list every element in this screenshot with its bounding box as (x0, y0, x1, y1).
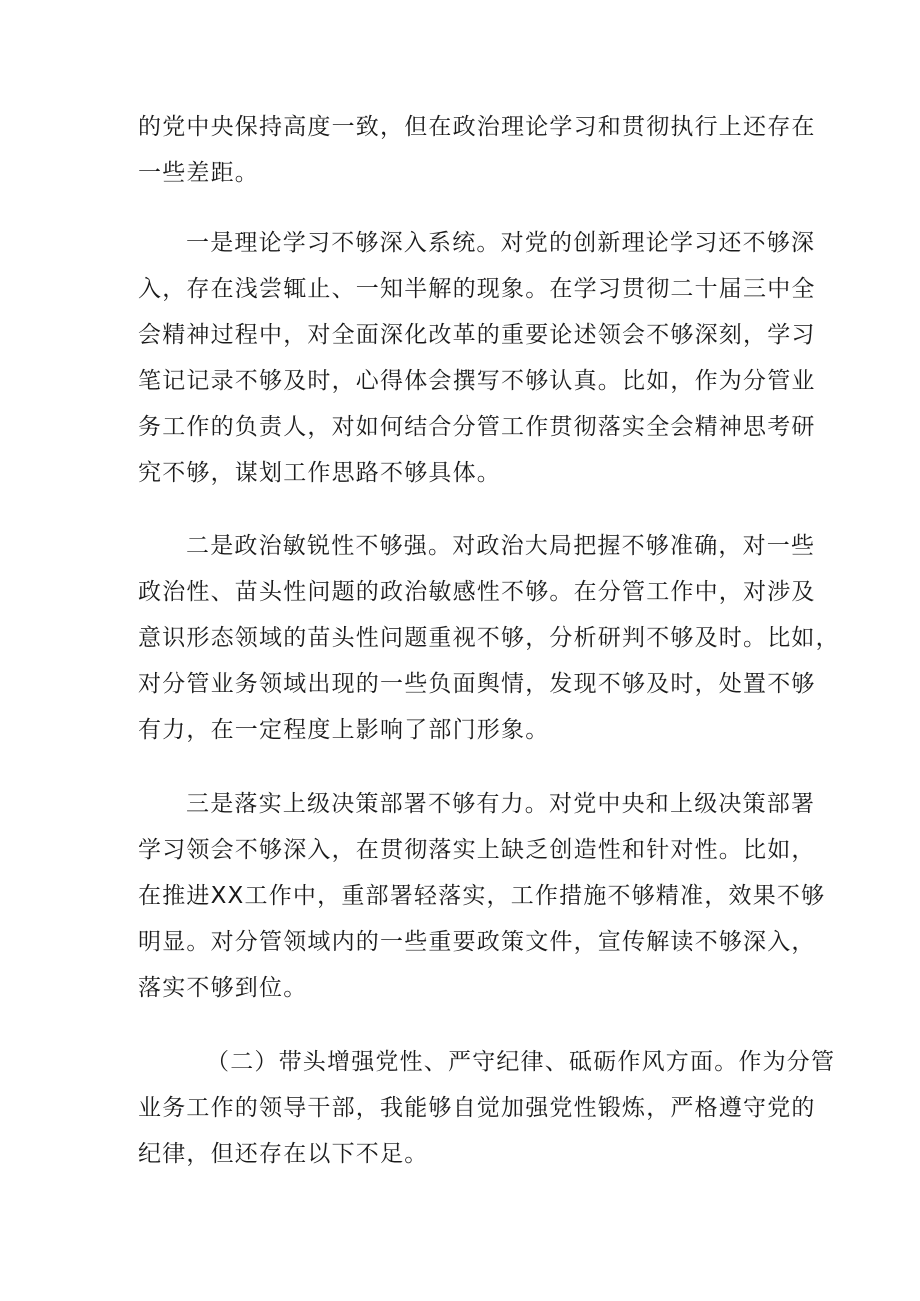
text-line: 三是落实上级决策部署不够有力。对党中央和上级决策部署 (186, 791, 816, 817)
text-line: 有力，在一定程度上影响了部门形象。 (138, 717, 550, 743)
text-line: 学习领会不够深入，在贯彻落实上缺乏创造性和针对性。比如， (138, 837, 816, 863)
paragraph-intro-continuation (138, 104, 816, 196)
paragraph-point-2 (138, 523, 840, 753)
text-line: 一是理论学习不够深入系统。对党的创新理论学习还不够深 (186, 230, 816, 256)
paragraph-section-2 (138, 1039, 836, 1177)
text-line: 政治性、苗头性问题的政治敏感性不够。在分管工作中，对涉及 (138, 579, 816, 605)
text-line: 纪律，但还存在以下不足。 (138, 1141, 429, 1167)
text-line: 二是政治敏锐性不够强。对政治大局把握不够准确，对一些 (186, 533, 816, 559)
text-line: 意识形态领域的苗头性问题重视不够，分析研判不够及时。比如， (138, 625, 840, 651)
text-line: （二）带头增强党性、严守纪律、砥砺作风方面。作为分管 (206, 1049, 836, 1075)
paragraph-point-3 (138, 781, 826, 1011)
text-line: 对分管业务领域出现的一些负面舆情，发现不够及时，处置不够 (138, 671, 816, 697)
text-line: 明显。对分管领域内的一些重要政策文件，宣传解读不够深入， (138, 929, 816, 955)
text-line: 的党中央保持高度一致，但在政治理论学习和贯彻执行上还存在 (138, 114, 816, 140)
text-line: 业务工作的领导干部，我能够自觉加强党性锻炼，严格遵守党的 (138, 1095, 816, 1121)
paragraph-point-1 (138, 220, 816, 496)
text-line: 务工作的负责人，对如何结合分管工作贯彻落实全会精神思考研 (138, 414, 816, 440)
text-line: 入，存在浅尝辄止、一知半解的现象。在学习贯彻二十届三中全 (138, 276, 816, 302)
text-line: 会精神过程中，对全面深化改革的重要论述领会不够深刻，学习 (138, 322, 816, 348)
text-line: 在推进XX工作中，重部署轻落实，工作措施不够精准，效果不够 (138, 883, 826, 909)
text-line: 究不够，谋划工作思路不够具体。 (138, 460, 501, 486)
text-line: 笔记记录不够及时，心得体会撰写不够认真。比如，作为分管业 (138, 368, 816, 394)
text-line: 落实不够到位。 (138, 975, 308, 1001)
text-line: 一些差距。 (138, 160, 259, 186)
